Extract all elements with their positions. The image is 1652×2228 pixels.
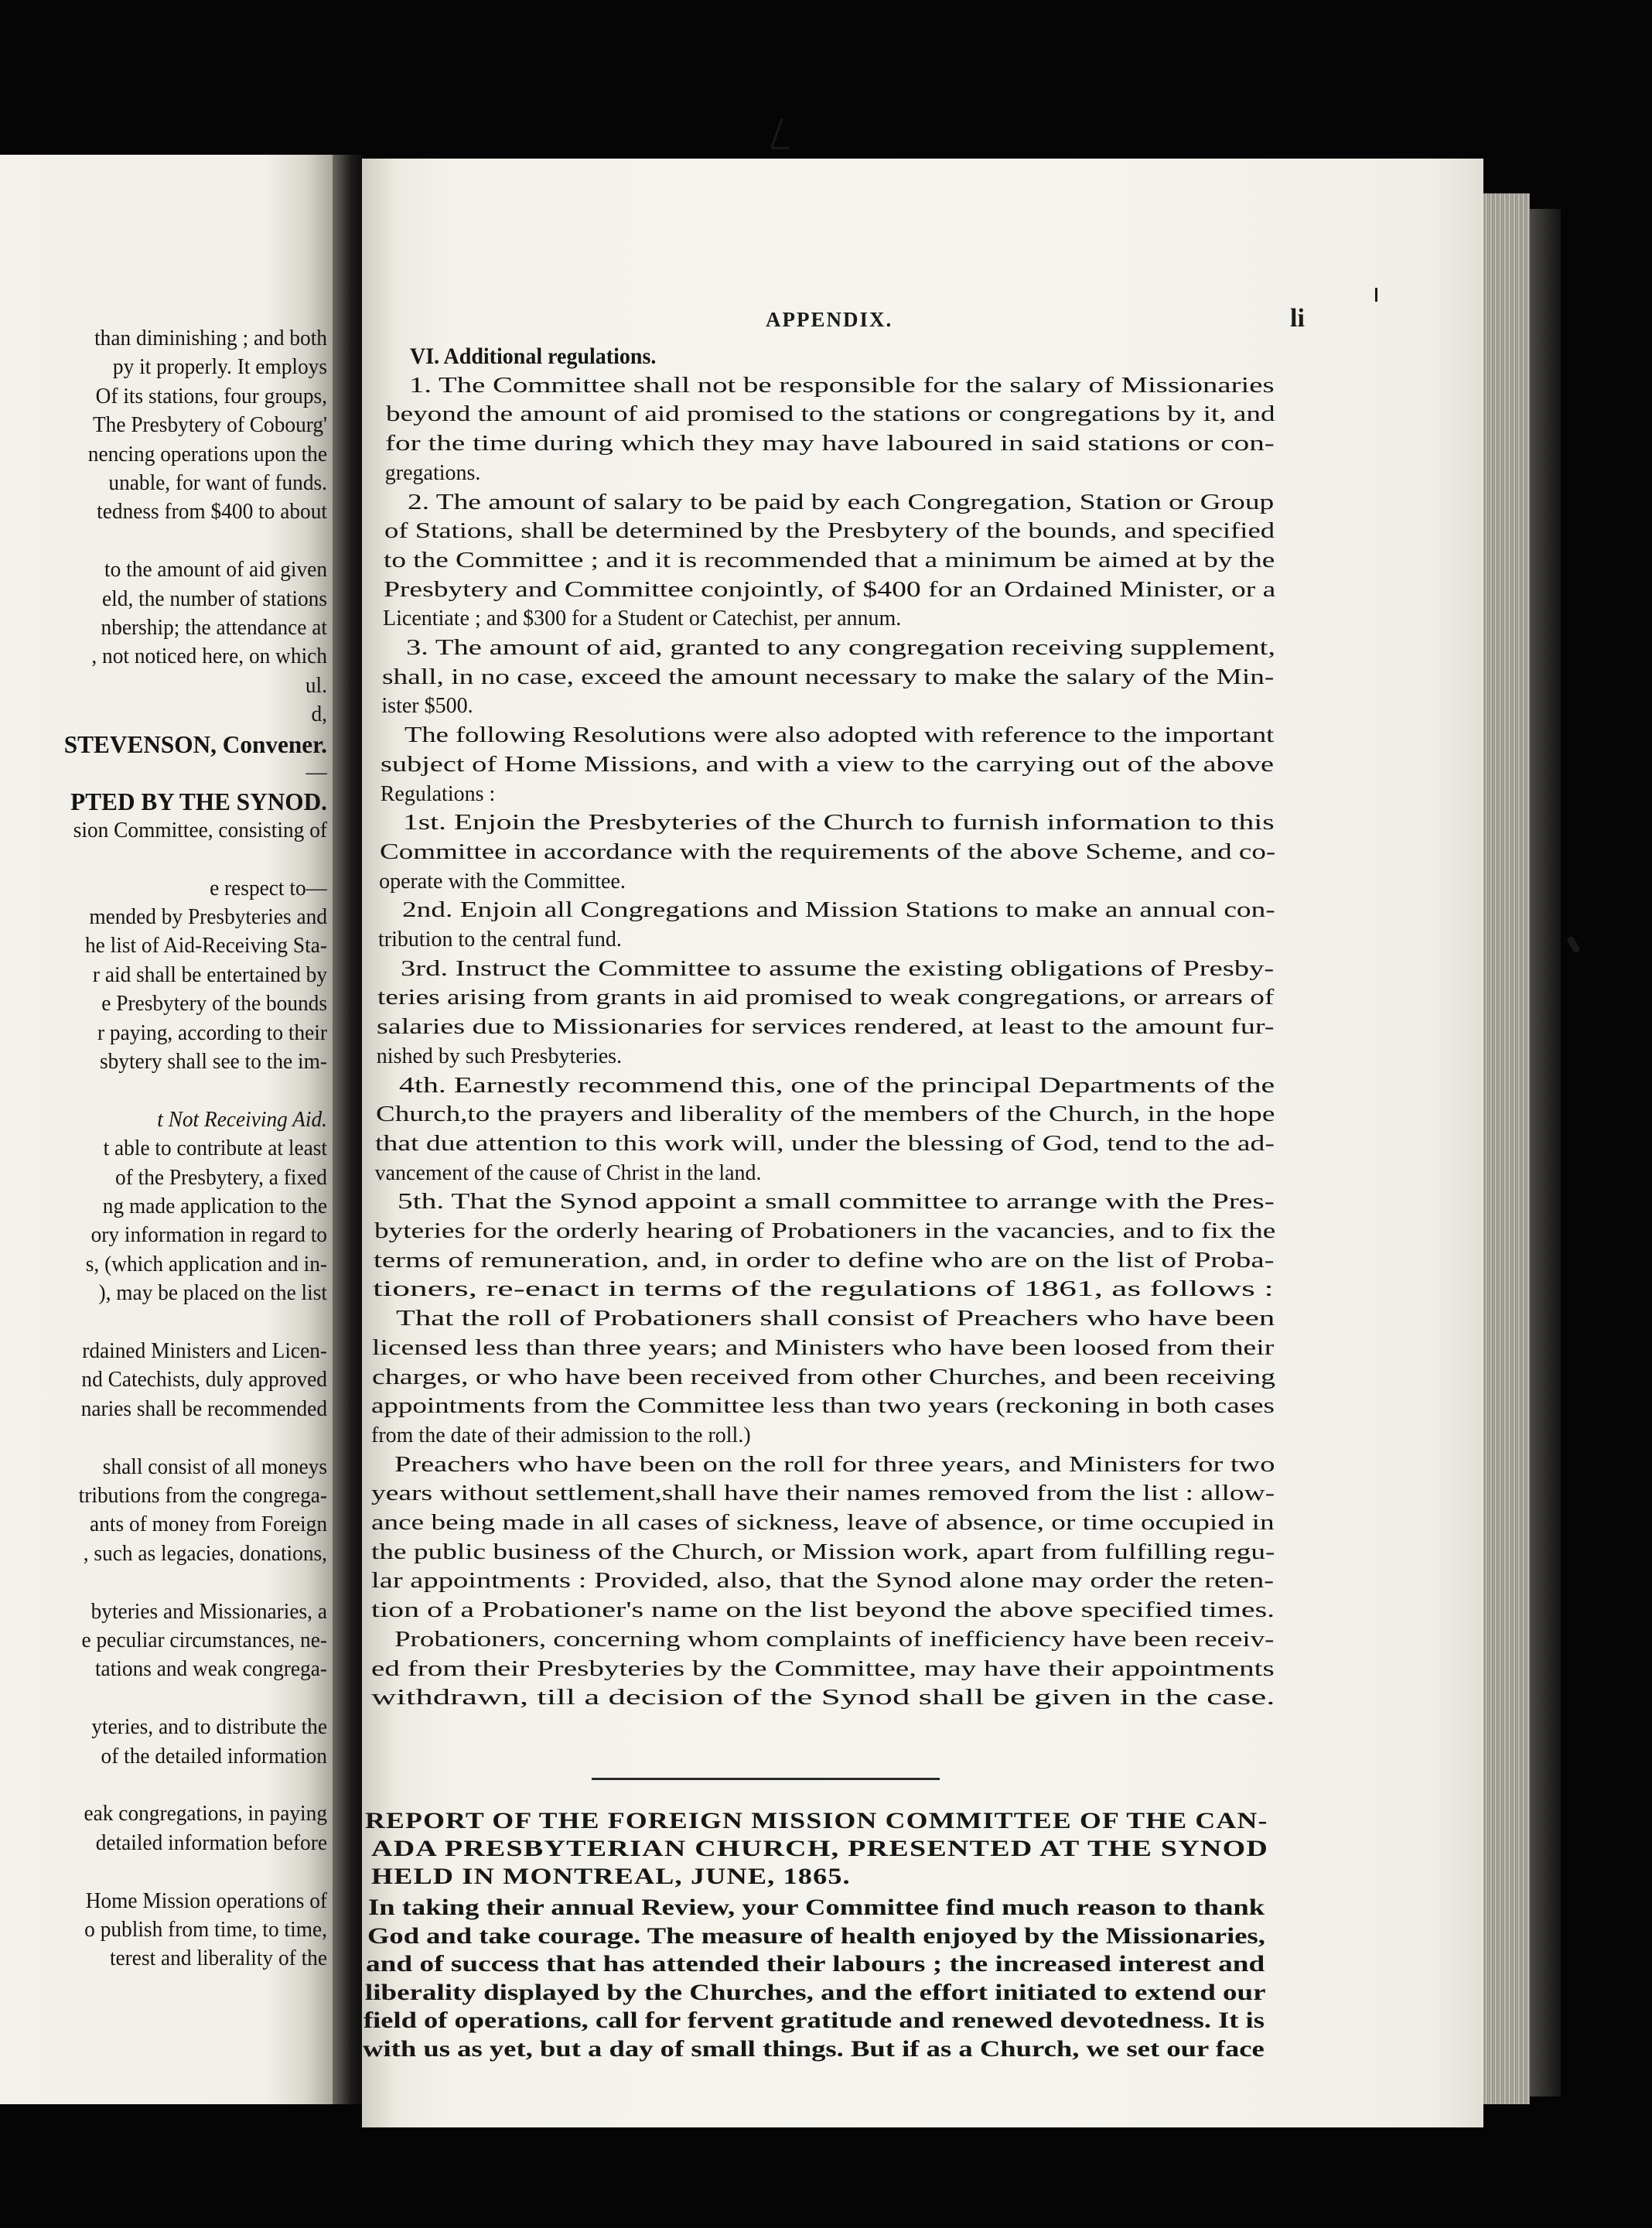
text-line: licensed less than three years; and Ministers who have been loosed from their — [372, 1335, 1275, 1360]
text-line: byteries for the orderly hearing of Probationers in the vacancies, and to fix the — [374, 1219, 1275, 1243]
left-text-line: Of its stations, four groups, — [95, 384, 327, 408]
text-line: tion of a Probationer's name on the list beyond the above specified times. — [371, 1598, 1275, 1623]
report-heading-line: ADA PRESBYTERIAN CHURCH, PRESENTED AT THE SYNOD — [371, 1836, 1269, 1861]
left-text-line: t able to contribute at least — [103, 1136, 327, 1161]
left-text-line — [0, 1772, 327, 1799]
report-text-line: In taking their annual Review, your Committee find much reason to thank — [368, 1895, 1265, 1920]
text-line: 5th. That the Synod appoint a small committee to arrange with the Pres- — [398, 1190, 1275, 1215]
text-line: 2nd. Enjoin all Congregations and Mission Stations to make an annual con- — [401, 898, 1275, 923]
left-text-line: naries shall be recommended — [80, 1396, 327, 1421]
left-text-line: nbership; the attendance at — [101, 616, 327, 640]
left-text-line: py it properly. It employs — [112, 355, 327, 380]
text-line: tribution to the central fund. — [378, 928, 622, 952]
text-line: charges, or who have been received from other Churches, and been receiving — [371, 1365, 1275, 1389]
text-line: of Stations, shall be determined by the Presbytery of the bounds, and specified — [384, 519, 1275, 544]
left-text-line: , not noticed here, on which — [91, 644, 327, 669]
left-text-line — [0, 1858, 327, 1886]
left-text-line: mended by Presbyteries and — [89, 905, 327, 929]
left-text-line: d, — [311, 702, 327, 727]
left-text-line: ants of money from Foreign — [90, 1512, 327, 1537]
left-text-line — [0, 1685, 327, 1713]
left-text-line: unable, for want of funds. — [108, 471, 327, 495]
text-line: The following Resolutions were also adopted with reference to the important — [404, 723, 1275, 748]
text-line: salaries due to Missionaries for services rendered, at least to the amount fur- — [377, 1015, 1275, 1040]
text-line: operate with the Committee. — [379, 869, 626, 894]
text-line: appointments from the Committee less than two years (reckoning in both cases — [371, 1394, 1275, 1419]
left-text-line — [0, 1424, 327, 1452]
text-line: for the time during which they may have laboured in said stations or con- — [385, 432, 1275, 456]
text-line: terms of remuneration, and, in order to define who are on the list of Proba- — [373, 1248, 1275, 1273]
page-edge — [1483, 193, 1530, 2104]
left-text-line: he list of Aid-Receiving Sta- — [84, 934, 327, 959]
left-text-line: nencing operations upon the — [87, 442, 327, 466]
text-line: Presbytery and Committee conjointly, of $400 for an Ordained Minister, or a — [383, 577, 1275, 602]
left-text-line: ory information in regard to — [90, 1223, 327, 1248]
left-text-line: eld, the number of stations — [102, 586, 327, 611]
text-line: ister $500. — [381, 694, 473, 719]
text-line: Committee in accordance with the requirements of the above Scheme, and co- — [379, 839, 1275, 864]
left-text-line: rdained Ministers and Licen- — [82, 1339, 327, 1363]
left-text-line: r paying, according to their — [97, 1020, 327, 1045]
text-line: nished by such Presbyteries. — [376, 1044, 623, 1068]
left-text-line: — — [305, 760, 327, 784]
left-text-line — [0, 1077, 327, 1105]
page-number: li — [1290, 304, 1305, 333]
running-head: APPENDIX. — [766, 308, 893, 331]
text-line: Preachers who have been on the roll for three years, and Ministers for two — [394, 1452, 1275, 1477]
text-line: that due attention to this work will, under the blessing of God, tend to the ad- — [375, 1131, 1275, 1156]
text-line: VI. Additional regulations. — [410, 343, 657, 369]
text-line: Regulations : — [380, 781, 496, 806]
left-text-line: r aid shall be entertained by — [92, 962, 327, 987]
text-line: shall, in no case, exceed the amount necessary to make the salary of the Min- — [381, 665, 1275, 689]
text-line: to the Committee ; and it is recommended that a minimum be aimed at by the — [384, 548, 1275, 572]
left-text-line: tations and weak congrega- — [94, 1657, 327, 1682]
text-line: Licentiate ; and $300 for a Student or Catechist, per annum. — [383, 607, 902, 631]
left-text-line: terest and liberality of the — [109, 1946, 327, 1971]
report-text-line: liberality displayed by the Churches, and the effort initiated to extend our — [364, 1979, 1266, 2005]
left-text-line: of the detailed information — [101, 1744, 327, 1768]
text-line: ance being made in all cases of sickness, leave of absence, or time occupied in — [371, 1511, 1275, 1535]
left-text-line: sbytery shall see to the im- — [99, 1050, 327, 1074]
left-text-line: detailed information before — [95, 1830, 327, 1855]
text-line: 3. The amount of aid, granted to any congregation receiving supplement, — [405, 636, 1275, 660]
gutter-shadow — [333, 155, 364, 2104]
left-text-line: to the amount of aid given — [104, 558, 327, 583]
text-line: subject of Home Missions, and with a view to the carrying out of the above — [381, 752, 1275, 777]
left-text-line: nd Catechists, duly approved — [81, 1368, 327, 1392]
left-text-line: ng made application to the — [102, 1194, 327, 1218]
report-heading-line: REPORT OF THE FOREIGN MISSION COMMITTEE OF THE CAN- — [365, 1808, 1268, 1833]
text-line: teries arising from grants in aid promised to weak congregations, or arrears of — [377, 986, 1275, 1010]
left-text-line: of the Presbytery, a fixed — [115, 1165, 327, 1190]
left-text-line — [0, 528, 327, 555]
text-line: years without settlement,shall have their names removed from the list : allow- — [371, 1481, 1275, 1506]
section-rule — [592, 1778, 940, 1780]
left-text-line — [0, 1309, 327, 1337]
text-line: vancement of the cause of Christ in the land. — [374, 1160, 762, 1185]
left-text-line — [0, 1569, 327, 1597]
left-page — [0, 155, 333, 2104]
scan-speck — [1375, 288, 1377, 302]
left-text-line: ul. — [305, 673, 327, 698]
left-text-line: tributions from the congrega- — [78, 1484, 327, 1508]
text-line: beyond the amount of aid promised to the stations or congregations by it, and — [385, 402, 1275, 427]
report-heading-line: HELD IN MONTREAL, JUNE, 1865. — [371, 1864, 851, 1889]
left-text-line: t Not Receiving Aid. — [157, 1107, 327, 1132]
left-text-line: s, (which application and in- — [85, 1252, 327, 1276]
text-line: That the roll of Probationers shall consist of Preachers who have been — [395, 1307, 1275, 1331]
left-text-line: o publish from time, to time, — [84, 1918, 327, 1942]
left-text-line: tedness from $400 to about — [97, 500, 327, 525]
left-text-line: e respect to— — [210, 876, 327, 900]
text-line: 1st. Enjoin the Presbyteries of the Church to furnish information to this — [403, 811, 1275, 836]
left-text-line: , such as legacies, donations, — [83, 1541, 327, 1566]
text-line: Probationers, concerning whom complaints of inefficiency have been receiv- — [394, 1627, 1275, 1652]
left-text-line: shall consist of all moneys — [102, 1454, 327, 1479]
report-text-line: with us as yet, but a day of small things. But if as a Church, we set our face — [362, 2035, 1265, 2062]
text-line: from the date of their admission to the roll.) — [371, 1423, 751, 1447]
scan-speck — [772, 147, 789, 149]
left-text-line: byteries and Missionaries, a — [90, 1599, 327, 1624]
left-text-line: e Presbytery of the bounds — [101, 992, 327, 1017]
text-line: ed from their Presbyteries by the Committee, may have their appointments — [371, 1656, 1275, 1681]
text-line: withdrawn, till a decision of the Synod shall be given in the case. — [371, 1686, 1275, 1710]
text-line: 2. The amount of salary to be paid by each Congregation, Station or Group — [408, 490, 1275, 514]
text-line: Church,to the prayers and liberality of the members of the Church, in the hope — [375, 1102, 1275, 1127]
scan-speck — [770, 118, 783, 149]
text-line: 4th. Earnestly recommend this, one of the principal Departments of the — [399, 1073, 1275, 1098]
left-text-line — [0, 846, 327, 873]
text-line: tioners, re-enact in terms of the regulations of 1861, as follows : — [373, 1277, 1275, 1302]
left-text-line: sion Committee, consisting of — [73, 818, 327, 842]
left-text-line: e peculiar circumstances, ne- — [81, 1628, 327, 1652]
text-line: 3rd. Instruct the Committee to assume the existing obligations of Presby- — [401, 956, 1275, 981]
left-text-line: than diminishing ; and both — [94, 326, 327, 350]
left-text-line: ), may be placed on the list — [98, 1281, 327, 1306]
text-line: 1. The Committee shall not be responsible for the salary of Missionaries — [409, 373, 1275, 398]
report-text-line: field of operations, call for fervent gratitude and renewed devotedness. It is — [364, 2008, 1265, 2033]
text-line: the public business of the Church, or Mission work, apart from fulfilling regu- — [371, 1539, 1275, 1564]
text-line: lar appointments : Provided, also, that the Synod alone may order the reten- — [371, 1569, 1275, 1594]
left-text-line: PTED BY THE SYNOD. — [70, 788, 327, 816]
report-text-line: God and take courage. The measure of health enjoyed by the Missionaries, — [367, 1922, 1265, 1949]
left-text-line: eak congregations, in paying — [84, 1802, 327, 1826]
left-text-line: The Presbytery of Cobourg' — [92, 413, 327, 438]
scan-speck — [1566, 935, 1581, 954]
left-text-line: STEVENSON, Convener. — [63, 730, 327, 758]
page-edge-shadow — [1530, 209, 1561, 2096]
left-text-line: Home Mission operations of — [85, 1888, 327, 1913]
left-text-line: yteries, and to distribute the — [91, 1715, 327, 1740]
report-text-line: and of success that has attended their labours ; the increased interest and — [366, 1951, 1265, 1977]
text-line: gregations. — [384, 460, 481, 485]
